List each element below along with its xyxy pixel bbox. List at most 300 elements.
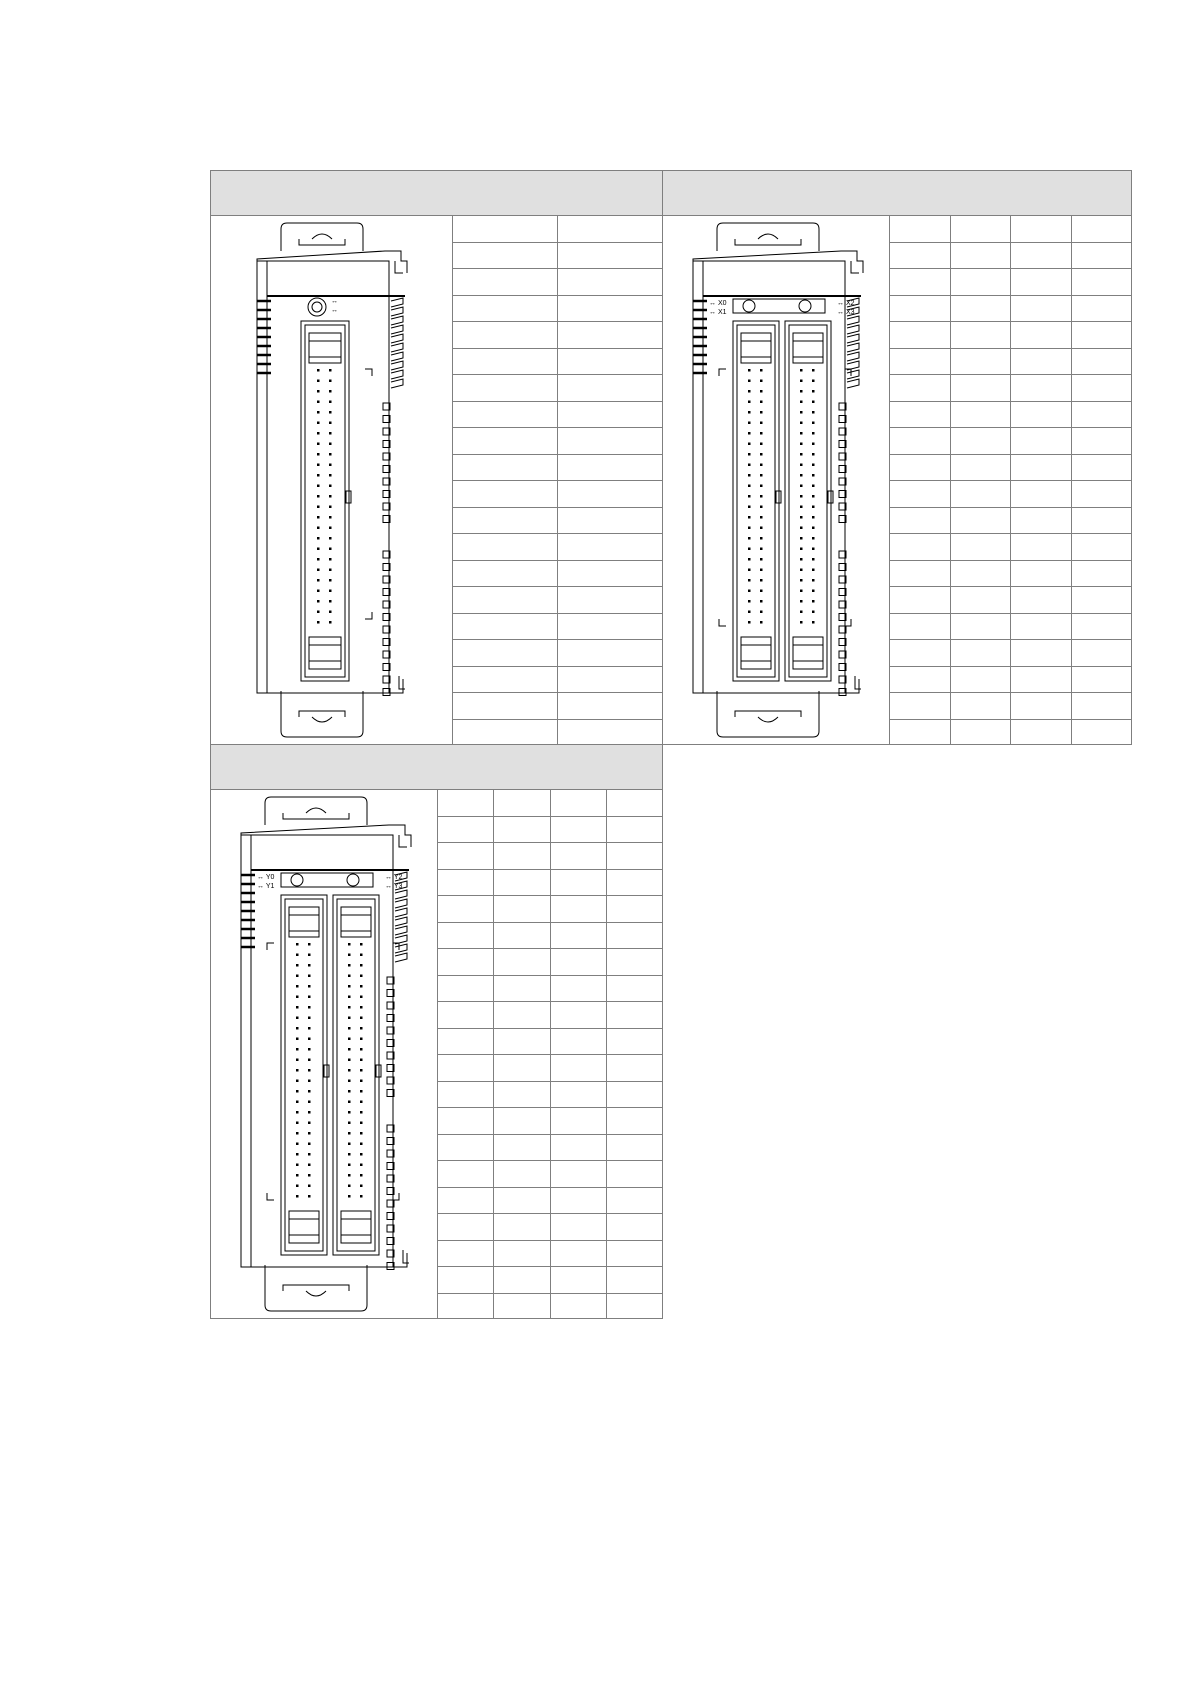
corner-mark: [365, 369, 372, 376]
connector-pin: [308, 954, 311, 957]
connector-pin: [812, 453, 815, 456]
connector-housing: [333, 895, 379, 1255]
connector-pin: [296, 1185, 299, 1188]
pin-table-c-row: [438, 1081, 664, 1108]
mount-hole-bottom: [312, 717, 332, 722]
pin-table-c-cell: [438, 1002, 494, 1029]
connector-pin: [760, 621, 763, 624]
connector-pin: [308, 1174, 311, 1177]
connector-pin: [760, 548, 763, 551]
mount-tab-bottom: [265, 1265, 367, 1311]
pin-table-a-cell: [558, 481, 663, 508]
pin-table-b-cell: [950, 587, 1011, 614]
pin-table-b-cell: [950, 507, 1011, 534]
pin-table-a-row: [453, 666, 664, 693]
pin-table-c-cell: [438, 816, 494, 843]
pin-table-a-row: [453, 693, 664, 720]
connector-pin: [296, 1059, 299, 1062]
pin-table-a-cell: [453, 481, 558, 508]
front-label: ↔ Y0: [257, 874, 275, 881]
mount-tab-top: [281, 223, 363, 251]
pin-table-b-cell: [1071, 295, 1132, 322]
connector-pin: [296, 1090, 299, 1093]
pin-table-a-row: [453, 242, 664, 269]
connector-pin: [748, 600, 751, 603]
connector-pin: [760, 516, 763, 519]
pin-table-c-cell: [550, 1240, 606, 1267]
pin-table-c-cell: [550, 1055, 606, 1082]
connector-housing: [733, 321, 779, 681]
connector-pin: [317, 432, 320, 435]
pin-table-c-cell: [438, 1267, 494, 1294]
connector-pin: [317, 579, 320, 582]
connector-pin: [348, 1048, 351, 1051]
connector-pin: [800, 432, 803, 435]
connector-pin: [360, 964, 363, 967]
connector-latch-top-inner: [309, 341, 341, 357]
right-vent-ridge: [847, 370, 859, 379]
pin-table-c-cell: [494, 1293, 550, 1319]
connector-pin: [329, 369, 332, 372]
connector-pin: [329, 464, 332, 467]
pin-table-b-cell: [950, 269, 1011, 296]
connector-pin: [360, 996, 363, 999]
connector-latch-bottom: [741, 637, 771, 669]
pin-table-c-cell: [607, 1240, 663, 1267]
pin-table-b-cell: [1071, 322, 1132, 349]
connector-pin: [348, 1132, 351, 1135]
dip-switch-icon: [308, 298, 326, 316]
connector-pin: [760, 527, 763, 530]
pin-table-c-cell: [607, 1028, 663, 1055]
pin-table-b-cell: [1071, 613, 1132, 640]
connector-pin: [317, 558, 320, 561]
connector-latch-top-inner: [341, 915, 371, 931]
top-hook: [851, 261, 859, 273]
pin-table-b-cell: [1011, 719, 1072, 745]
pin-table-a-cell: [453, 560, 558, 587]
connector-pin: [760, 600, 763, 603]
connector-pin: [360, 1027, 363, 1030]
pin-table-b: [889, 216, 1132, 745]
connector-pin: [317, 443, 320, 446]
connector-housing: [301, 321, 349, 681]
connector-pin: [360, 1090, 363, 1093]
rotary-switch-icon: [347, 874, 359, 886]
pin-table-c-row: [438, 1028, 664, 1055]
connector-pin: [329, 516, 332, 519]
pin-table-b-cell: [1071, 269, 1132, 296]
connector-pin: [812, 527, 815, 530]
pin-table-c-cell: [494, 1108, 550, 1135]
pin-table-c-cell: [550, 843, 606, 870]
pin-table-b-cell: [1071, 693, 1132, 720]
connector-pin: [308, 1038, 311, 1041]
pin-table-c-cell: [438, 1214, 494, 1241]
pin-table-b-cell: [890, 507, 951, 534]
connector-pin: [296, 1174, 299, 1177]
pin-table-a-cell: [558, 560, 663, 587]
connector-pin: [308, 1027, 311, 1030]
connector-pin: [348, 1038, 351, 1041]
connector-pin: [308, 1080, 311, 1083]
pin-table-a-row: [453, 375, 664, 402]
front-label: ↔: [331, 298, 338, 305]
right-vent-ridge: [391, 370, 403, 379]
connector-latch-top-inner: [289, 915, 319, 931]
mount-slot-bottom: [283, 1285, 349, 1291]
pin-table-a-cell: [558, 454, 663, 481]
connector-pin: [329, 443, 332, 446]
connector-pin: [308, 1132, 311, 1135]
connector-pin: [308, 1153, 311, 1156]
connector-pin: [360, 1111, 363, 1114]
connector-pin: [296, 964, 299, 967]
pin-table-c-cell: [550, 1134, 606, 1161]
pin-table-b-cell: [950, 428, 1011, 455]
connector-pin: [296, 1027, 299, 1030]
connector-pin: [812, 590, 815, 593]
connector-pin: [329, 422, 332, 425]
connector-pin: [317, 369, 320, 372]
connector-pin: [308, 1069, 311, 1072]
pin-table-b-row: [890, 401, 1133, 428]
connector-pin: [800, 548, 803, 551]
pin-table-a-cell: [453, 507, 558, 534]
connector-pin: [329, 621, 332, 624]
connector-pin: [812, 537, 815, 540]
pin-table-c-cell: [607, 922, 663, 949]
connector-pin: [317, 527, 320, 530]
connector-pin: [760, 432, 763, 435]
pin-table-a-row: [453, 269, 664, 296]
pin-table-b-row: [890, 295, 1133, 322]
pin-table-c-cell: [438, 1161, 494, 1188]
pin-table-c-cell: [438, 896, 494, 923]
connector-pin: [812, 611, 815, 614]
connector-pin: [360, 1069, 363, 1072]
pin-table-b-cell: [1071, 428, 1132, 455]
pin-table-c-row: [438, 816, 664, 843]
connector-pin: [329, 495, 332, 498]
pin-table-b-cell: [1071, 481, 1132, 508]
connector-pin: [800, 621, 803, 624]
pin-table-c-row: [438, 843, 664, 870]
connector-pin: [296, 1101, 299, 1104]
connector-pin: [812, 443, 815, 446]
connector-pin: [329, 611, 332, 614]
connector-pin: [360, 1080, 363, 1083]
connector-pin: [329, 380, 332, 383]
connector-latch-bottom-inner: [741, 645, 771, 661]
connector-pin: [348, 964, 351, 967]
connector-latch-top-inner: [741, 341, 771, 357]
top-hook: [399, 835, 407, 847]
pin-table-b-cell: [1071, 375, 1132, 402]
connector-pin: [812, 401, 815, 404]
connector-pin: [317, 621, 320, 624]
mount-tab-top: [265, 797, 367, 825]
connector-pin: [360, 1132, 363, 1135]
connector-pin: [317, 401, 320, 404]
pin-table-b-cell: [1011, 216, 1072, 242]
pin-table-b-row: [890, 613, 1133, 640]
connector-pin: [760, 411, 763, 414]
pin-table-c-cell: [607, 896, 663, 923]
pin-table-b-cell: [890, 587, 951, 614]
pin-table-c-cell: [550, 1002, 606, 1029]
pin-table-a-cell: [558, 507, 663, 534]
connector-pin: [348, 1174, 351, 1177]
pin-table-b-cell: [1071, 587, 1132, 614]
pin-table-c-row: [438, 869, 664, 896]
connector-pin: [748, 474, 751, 477]
pin-table-b-row: [890, 428, 1133, 455]
connector-inner: [305, 325, 345, 677]
connector-pin: [748, 621, 751, 624]
connector-latch-bottom-inner: [309, 645, 341, 661]
mount-hole-bottom: [758, 717, 778, 722]
connector-pin: [800, 495, 803, 498]
connector-pin: [329, 390, 332, 393]
connector-pin: [329, 411, 332, 414]
pin-table-b-cell: [1011, 507, 1072, 534]
pin-table-c-cell: [494, 790, 550, 816]
pin-table-c-cell: [607, 1134, 663, 1161]
connector-pin: [748, 432, 751, 435]
module-drawing-icon: [239, 221, 419, 741]
connector-pin: [748, 527, 751, 530]
connector-pin: [308, 943, 311, 946]
connector-pin: [360, 1185, 363, 1188]
pin-table-b-cell: [950, 242, 1011, 269]
pin-table-a-cell: [558, 348, 663, 375]
pin-table-a-cell: [558, 216, 663, 242]
pin-table-a-cell: [453, 322, 558, 349]
connector-pin: [360, 1174, 363, 1177]
connector-pin: [317, 537, 320, 540]
pin-table-c-cell: [438, 843, 494, 870]
front-label: ↔ X3: [837, 309, 855, 316]
connector-pin: [308, 1090, 311, 1093]
connector-pin: [760, 558, 763, 561]
connector-pin: [296, 1038, 299, 1041]
connector-pin: [308, 996, 311, 999]
pin-table-b-cell: [950, 640, 1011, 667]
connector-pin: [308, 1101, 311, 1104]
connector-pin: [760, 369, 763, 372]
pin-table-b-cell: [950, 401, 1011, 428]
connector-pin: [360, 1195, 363, 1198]
connector-pin: [317, 600, 320, 603]
pin-table-b-cell: [950, 560, 1011, 587]
mount-hole-top: [758, 234, 778, 239]
body-outline: [257, 261, 389, 693]
connector-pin: [348, 1017, 351, 1020]
pin-table-a-cell: [453, 216, 558, 242]
pin-table-b-cell: [950, 295, 1011, 322]
pin-table-c-row: [438, 1187, 664, 1214]
pin-table-a-cell: [558, 428, 663, 455]
pin-table-b-cell: [1011, 481, 1072, 508]
connector-pin: [317, 495, 320, 498]
pin-table-a-row: [453, 216, 664, 242]
pin-table-c-row: [438, 1108, 664, 1135]
module-drawing-single: [239, 221, 419, 741]
pin-table-a-row: [453, 295, 664, 322]
pin-table-a-row: [453, 640, 664, 667]
connector-pin: [360, 943, 363, 946]
pin-table-b-cell: [950, 613, 1011, 640]
connector-pin: [317, 548, 320, 551]
connector-pin: [748, 411, 751, 414]
pin-table-a-cell: [453, 375, 558, 402]
pin-table-c-cell: [494, 1081, 550, 1108]
connector-pin: [812, 422, 815, 425]
connector-pin: [348, 1069, 351, 1072]
front-label: ↔ Y3: [385, 883, 403, 890]
connector-pin: [812, 579, 815, 582]
pin-table-c-row: [438, 1055, 664, 1082]
connector-pin: [760, 569, 763, 572]
connector-latch-top: [741, 333, 771, 363]
connector-latch-bottom: [309, 637, 341, 669]
connector-pin: [760, 390, 763, 393]
pin-table-a-cell: [453, 242, 558, 269]
pin-table-b-cell: [1071, 216, 1132, 242]
connector-pin: [748, 548, 751, 551]
bottom-hook: [855, 676, 861, 689]
right-vent-ridge: [391, 361, 403, 370]
pin-table-a-cell: [453, 401, 558, 428]
pin-table-b-cell: [950, 534, 1011, 561]
pin-table-c-cell: [550, 975, 606, 1002]
pin-table-b-cell: [1071, 454, 1132, 481]
connector-pin: [296, 1111, 299, 1114]
right-vent-ridge: [391, 343, 403, 352]
pin-table-b-cell: [1011, 640, 1072, 667]
pin-table-c-cell: [607, 1293, 663, 1319]
pin-table-a-cell: [558, 719, 663, 745]
connector-pin: [800, 474, 803, 477]
connector-pin: [800, 611, 803, 614]
pin-table-a-cell: [558, 269, 663, 296]
pin-table-b-cell: [890, 348, 951, 375]
mount-slot-bottom: [299, 711, 345, 717]
connector-pin: [800, 443, 803, 446]
connector-pin: [348, 943, 351, 946]
mount-slot-top: [735, 239, 801, 245]
pin-table-a-cell: [558, 613, 663, 640]
pin-table-a-cell: [558, 587, 663, 614]
pin-table-c-cell: [550, 949, 606, 976]
pin-table-b-cell: [1071, 640, 1132, 667]
pin-table-c-cell: [438, 1187, 494, 1214]
connector-pin: [296, 1048, 299, 1051]
right-vent-ridge: [391, 298, 403, 307]
pin-table-c-cell: [438, 869, 494, 896]
connector-pin: [317, 516, 320, 519]
body-outline: [693, 261, 845, 693]
connector-pin: [308, 964, 311, 967]
pin-table-c-cell: [438, 1081, 494, 1108]
rotary-switch-icon: [743, 300, 755, 312]
pin-table-c: [437, 790, 663, 1319]
pin-table-b-cell: [950, 481, 1011, 508]
pin-table-c-row: [438, 1134, 664, 1161]
connector-pin: [296, 985, 299, 988]
connector-pin: [748, 464, 751, 467]
connector-pin: [800, 569, 803, 572]
connector-pin: [812, 369, 815, 372]
connector-pin: [748, 569, 751, 572]
connector-pin: [329, 537, 332, 540]
connector-pin: [812, 569, 815, 572]
pin-table-c-cell: [438, 975, 494, 1002]
pin-table-a-cell: [558, 534, 663, 561]
connector-pin: [760, 495, 763, 498]
connector-pin: [360, 1017, 363, 1020]
pin-table-a-row: [453, 454, 664, 481]
top-hook: [395, 261, 403, 273]
pin-table-c-row: [438, 949, 664, 976]
pin-table-c-cell: [607, 1214, 663, 1241]
connector-pin: [800, 380, 803, 383]
corner-mark: [719, 369, 726, 376]
connector-pin: [812, 548, 815, 551]
pin-table-c-cell: [607, 1002, 663, 1029]
pin-table-b-cell: [1011, 454, 1072, 481]
connector-pin: [748, 401, 751, 404]
connector-pin: [360, 1101, 363, 1104]
pin-table-c-cell: [494, 1240, 550, 1267]
pin-table-b-cell: [890, 375, 951, 402]
connector-pin: [348, 1027, 351, 1030]
connector-pin: [800, 411, 803, 414]
connector-pin: [812, 516, 815, 519]
pin-table-c-cell: [494, 1134, 550, 1161]
pin-table-c-cell: [494, 816, 550, 843]
connector-pin: [317, 390, 320, 393]
connector-pin: [348, 1090, 351, 1093]
connector-pin: [748, 516, 751, 519]
corner-mark: [719, 619, 726, 626]
connector-pin: [348, 954, 351, 957]
connector-pin: [296, 1195, 299, 1198]
pin-table-c-cell: [550, 790, 606, 816]
connector-pin: [296, 975, 299, 978]
pin-table-b-row: [890, 481, 1133, 508]
pin-table-b-cell: [1071, 719, 1132, 745]
connector-pin: [800, 516, 803, 519]
connector-pin: [317, 380, 320, 383]
pin-table-c-cell: [550, 1214, 606, 1241]
connector-pin: [296, 1122, 299, 1125]
mount-slot-bottom: [735, 711, 801, 717]
pin-table-a-cell: [558, 242, 663, 269]
connector-pin: [348, 1185, 351, 1188]
pin-table-c-cell: [494, 1214, 550, 1241]
right-vent-ridge: [391, 316, 403, 325]
pin-table-b-cell: [890, 666, 951, 693]
pin-table-c-cell: [494, 1187, 550, 1214]
connector-pin: [812, 600, 815, 603]
pin-table-c-cell: [494, 1002, 550, 1029]
pin-table-c-cell: [607, 1055, 663, 1082]
pin-table-b-cell: [950, 719, 1011, 745]
connector-pin: [360, 1006, 363, 1009]
connector-latch-bottom-inner: [793, 645, 823, 661]
